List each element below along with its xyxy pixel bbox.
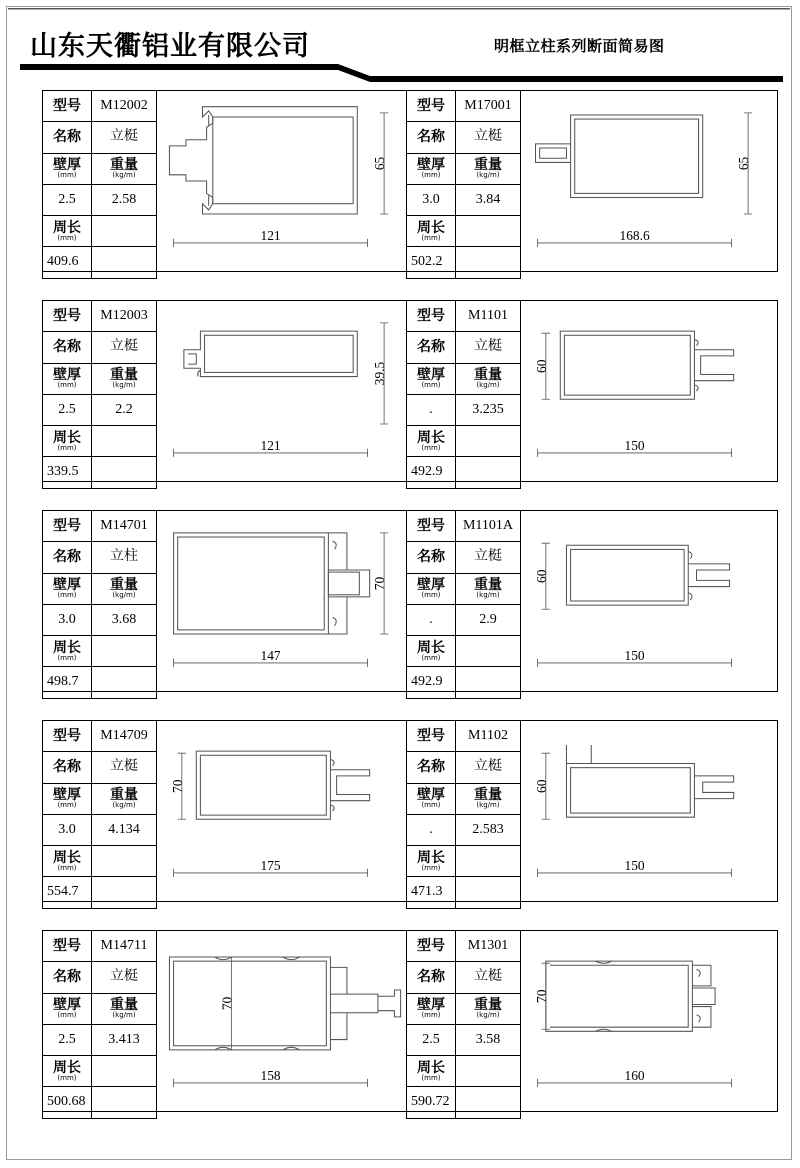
cross-section-drawing — [519, 511, 777, 691]
width-dimension-text: 121 — [260, 437, 281, 453]
weight-value: 2.2 — [92, 394, 157, 425]
name-label: 名称 — [407, 962, 456, 993]
thickness-header: 壁厚 (mm) — [407, 783, 456, 814]
weight-value: 3.68 — [92, 604, 157, 635]
model-label: 型号 — [43, 511, 92, 542]
panel-row — [14, 930, 786, 1140]
cross-section-drawing — [519, 91, 777, 271]
weight-header: 重量 (kg/m) — [456, 363, 521, 394]
table-row — [43, 846, 157, 877]
thickness-header: 壁厚 (mm) — [43, 783, 92, 814]
spec-table — [42, 90, 157, 279]
cross-section-drawing — [155, 91, 413, 271]
table-row — [43, 247, 157, 278]
perimeter-blank-2 — [92, 1087, 157, 1118]
perimeter-header: 周长 (mm) — [43, 636, 92, 667]
table-row — [407, 846, 521, 877]
table-row — [43, 604, 157, 635]
table-row — [43, 301, 157, 332]
height-dimension-text: 70 — [372, 576, 388, 591]
table-row — [407, 667, 521, 698]
weight-header: 重量 (kg/m) — [456, 153, 521, 184]
table-row — [43, 993, 157, 1024]
table-row — [43, 542, 157, 573]
thickness-value: . — [407, 394, 456, 425]
perimeter-blank-2 — [456, 457, 521, 488]
perimeter-header: 周长 (mm) — [43, 426, 92, 457]
table-row — [43, 814, 157, 845]
thickness-header: 壁厚 (mm) — [43, 153, 92, 184]
weight-header: 重量 (kg/m) — [92, 153, 157, 184]
model-label: 型号 — [407, 301, 456, 332]
model-value: M12002 — [92, 91, 157, 122]
name-label: 名称 — [407, 332, 456, 363]
company-name: 山东天衢铝业有限公司 — [30, 31, 310, 62]
perimeter-value: 492.9 — [407, 667, 456, 698]
model-label: 型号 — [407, 931, 456, 962]
model-label: 型号 — [407, 721, 456, 752]
table-row — [43, 426, 157, 457]
perimeter-blank — [92, 636, 157, 667]
height-dimension-text: 60 — [533, 569, 549, 583]
name-value: 立梃 — [92, 962, 157, 993]
thickness-value: 2.5 — [43, 394, 92, 425]
profile-panel-m1301 — [406, 930, 778, 1112]
thickness-header: 壁厚 (mm) — [43, 363, 92, 394]
table-row — [407, 1024, 521, 1055]
cross-section-drawing — [155, 931, 413, 1111]
table-row — [407, 122, 521, 153]
spec-table — [406, 720, 521, 909]
profile-outline — [184, 331, 357, 376]
panel-row — [14, 90, 786, 300]
table-row — [407, 542, 521, 573]
thickness-value: . — [407, 604, 456, 635]
profile-outline — [174, 533, 370, 634]
dimension-annotations — [538, 113, 753, 247]
width-dimension-text: 150 — [624, 647, 645, 663]
name-value: 立梃 — [456, 332, 521, 363]
perimeter-blank-2 — [456, 877, 521, 908]
model-value: M14711 — [92, 931, 157, 962]
perimeter-value: 498.7 — [43, 667, 92, 698]
spec-table — [42, 300, 157, 489]
table-row — [407, 636, 521, 667]
profile-outline — [169, 107, 357, 214]
profile-panel-m17001 — [406, 90, 778, 272]
model-value: M1101 — [456, 301, 521, 332]
document-title: 明框立柱系列断面简易图 — [494, 37, 665, 55]
height-dimension-text: 65 — [736, 156, 752, 171]
width-dimension-text: 150 — [624, 437, 645, 453]
cross-section-drawing — [155, 301, 413, 481]
thickness-value: 2.5 — [407, 1024, 456, 1055]
perimeter-header: 周长 (mm) — [407, 426, 456, 457]
weight-value: 3.413 — [92, 1024, 157, 1055]
profile-outline — [536, 115, 703, 198]
table-row — [43, 962, 157, 993]
height-dimension-text: 70 — [533, 989, 549, 1003]
name-label: 名称 — [43, 752, 92, 783]
perimeter-header: 周长 (mm) — [43, 216, 92, 247]
perimeter-value: 500.68 — [43, 1087, 92, 1118]
perimeter-value: 492.9 — [407, 457, 456, 488]
width-dimension-text: 175 — [260, 857, 281, 873]
table-row — [43, 122, 157, 153]
name-label: 名称 — [407, 542, 456, 573]
spec-table — [42, 510, 157, 699]
spec-table — [42, 930, 157, 1119]
table-row — [43, 91, 157, 122]
table-row — [43, 1087, 157, 1118]
perimeter-blank — [456, 846, 521, 877]
height-dimension-text: 60 — [533, 779, 549, 793]
perimeter-blank-2 — [92, 667, 157, 698]
perimeter-value: 554.7 — [43, 877, 92, 908]
width-dimension-text: 150 — [624, 857, 645, 873]
thickness-header: 壁厚 (mm) — [407, 153, 456, 184]
weight-value: 4.134 — [92, 814, 157, 845]
table-row — [407, 721, 521, 752]
spec-table — [406, 510, 521, 699]
width-dimension-text: 168.6 — [619, 227, 650, 243]
perimeter-blank-2 — [456, 1087, 521, 1118]
table-row — [43, 153, 157, 184]
perimeter-blank — [456, 636, 521, 667]
perimeter-value: 339.5 — [43, 457, 92, 488]
cross-section-drawing — [155, 721, 413, 901]
table-row — [43, 511, 157, 542]
thickness-value: 3.0 — [43, 604, 92, 635]
panel-row — [14, 510, 786, 720]
model-label: 型号 — [407, 511, 456, 542]
perimeter-value: 409.6 — [43, 247, 92, 278]
weight-value: 2.583 — [456, 814, 521, 845]
perimeter-blank — [92, 846, 157, 877]
name-label: 名称 — [43, 542, 92, 573]
name-label: 名称 — [407, 122, 456, 153]
profile-panel-m12003 — [42, 300, 414, 482]
perimeter-header: 周长 (mm) — [407, 216, 456, 247]
weight-value: 2.58 — [92, 184, 157, 215]
cross-section-drawing — [519, 721, 777, 901]
dimension-annotations — [174, 323, 389, 457]
spec-table — [406, 90, 521, 279]
spec-table — [406, 930, 521, 1119]
height-dimension-text: 70 — [219, 996, 235, 1011]
table-row — [43, 573, 157, 604]
table-row — [407, 91, 521, 122]
perimeter-value: 590.72 — [407, 1087, 456, 1118]
name-value: 立梃 — [456, 752, 521, 783]
perimeter-header: 周长 (mm) — [407, 636, 456, 667]
table-row — [407, 153, 521, 184]
table-row — [407, 394, 521, 425]
height-dimension-text: 65 — [372, 156, 388, 171]
table-row — [43, 721, 157, 752]
cross-section-drawing — [519, 931, 777, 1111]
table-row — [43, 752, 157, 783]
dimension-annotations — [174, 957, 368, 1087]
thickness-header: 壁厚 (mm) — [43, 573, 92, 604]
model-value: M14709 — [92, 721, 157, 752]
thickness-value: 2.5 — [43, 1024, 92, 1055]
name-value: 立梃 — [456, 542, 521, 573]
profile-panel-m1101 — [406, 300, 778, 482]
width-dimension-text: 158 — [260, 1067, 281, 1083]
profile-panel-m14701 — [42, 510, 414, 692]
perimeter-header: 周长 (mm) — [43, 1056, 92, 1087]
profile-outline — [566, 745, 733, 817]
table-row — [43, 1056, 157, 1087]
model-label: 型号 — [43, 301, 92, 332]
thickness-header: 壁厚 (mm) — [407, 573, 456, 604]
table-row — [407, 604, 521, 635]
profile-panel-m12002 — [42, 90, 414, 272]
model-value: M1301 — [456, 931, 521, 962]
weight-header: 重量 (kg/m) — [92, 363, 157, 394]
spec-table — [406, 300, 521, 489]
thickness-header: 壁厚 (mm) — [407, 993, 456, 1024]
perimeter-value: 471.3 — [407, 877, 456, 908]
table-row — [407, 783, 521, 814]
dimension-annotations — [534, 753, 732, 877]
model-label: 型号 — [43, 91, 92, 122]
perimeter-header: 周长 (mm) — [43, 846, 92, 877]
weight-header: 重量 (kg/m) — [456, 573, 521, 604]
table-row — [407, 426, 521, 457]
profile-panel-m14709 — [42, 720, 414, 902]
table-row — [407, 962, 521, 993]
weight-value: 3.58 — [456, 1024, 521, 1055]
thickness-header: 壁厚 (mm) — [43, 993, 92, 1024]
table-row — [407, 1056, 521, 1087]
table-row — [43, 1024, 157, 1055]
table-row — [43, 667, 157, 698]
document-header — [8, 8, 790, 82]
model-value: M12003 — [92, 301, 157, 332]
table-row — [407, 457, 521, 488]
table-row — [407, 184, 521, 215]
perimeter-blank-2 — [456, 247, 521, 278]
table-row — [43, 363, 157, 394]
profile-panel-m1102 — [406, 720, 778, 902]
width-dimension-text: 121 — [260, 227, 281, 243]
perimeter-blank-2 — [92, 457, 157, 488]
name-value: 立梃 — [92, 122, 157, 153]
thickness-value: 2.5 — [43, 184, 92, 215]
name-value: 立梃 — [456, 962, 521, 993]
model-value: M1101A — [456, 511, 521, 542]
height-dimension-text: 39.5 — [372, 361, 388, 386]
profile-panel-m1101a — [406, 510, 778, 692]
table-row — [407, 511, 521, 542]
model-label: 型号 — [43, 721, 92, 752]
perimeter-blank — [92, 216, 157, 247]
width-dimension-text: 147 — [260, 647, 281, 663]
width-dimension-text: 160 — [624, 1067, 645, 1083]
table-row — [407, 301, 521, 332]
table-row — [407, 814, 521, 845]
dimension-annotations — [534, 963, 732, 1087]
weight-value: 3.235 — [456, 394, 521, 425]
cross-section-drawing — [519, 301, 777, 481]
dimension-annotations — [174, 113, 389, 247]
model-label: 型号 — [407, 91, 456, 122]
table-row — [407, 931, 521, 962]
profile-outline — [560, 331, 733, 399]
spec-table — [42, 720, 157, 909]
weight-value: 2.9 — [456, 604, 521, 635]
perimeter-blank — [92, 426, 157, 457]
table-row — [407, 877, 521, 908]
weight-value: 3.84 — [456, 184, 521, 215]
table-row — [43, 636, 157, 667]
name-label: 名称 — [407, 752, 456, 783]
model-value: M14701 — [92, 511, 157, 542]
perimeter-header: 周长 (mm) — [407, 846, 456, 877]
cross-section-drawing — [155, 511, 413, 691]
perimeter-header: 周长 (mm) — [407, 1056, 456, 1087]
weight-header: 重量 (kg/m) — [456, 993, 521, 1024]
name-value: 立梃 — [92, 332, 157, 363]
profile-outline — [566, 545, 729, 605]
table-row — [407, 332, 521, 363]
weight-header: 重量 (kg/m) — [456, 783, 521, 814]
table-row — [407, 247, 521, 278]
profile-outline — [169, 957, 400, 1050]
table-row — [407, 363, 521, 394]
profile-panel-m14711 — [42, 930, 414, 1112]
table-row — [407, 573, 521, 604]
thickness-value: 3.0 — [43, 814, 92, 845]
table-row — [43, 931, 157, 962]
name-value: 立柱 — [92, 542, 157, 573]
perimeter-blank-2 — [92, 247, 157, 278]
weight-header: 重量 (kg/m) — [92, 783, 157, 814]
height-dimension-text: 60 — [533, 359, 549, 373]
height-dimension-text: 70 — [169, 779, 185, 793]
table-row — [407, 216, 521, 247]
thickness-header: 壁厚 (mm) — [407, 363, 456, 394]
table-row — [407, 752, 521, 783]
model-value: M17001 — [456, 91, 521, 122]
name-value: 立梃 — [456, 122, 521, 153]
name-label: 名称 — [43, 962, 92, 993]
profile-panel-grid — [14, 90, 786, 1140]
perimeter-blank — [456, 216, 521, 247]
table-row — [407, 1087, 521, 1118]
name-label: 名称 — [43, 332, 92, 363]
thickness-value: . — [407, 814, 456, 845]
table-row — [407, 993, 521, 1024]
table-row — [43, 332, 157, 363]
table-row — [43, 457, 157, 488]
perimeter-blank — [92, 1056, 157, 1087]
table-row — [43, 783, 157, 814]
perimeter-blank — [456, 426, 521, 457]
perimeter-blank-2 — [92, 877, 157, 908]
model-value: M1102 — [456, 721, 521, 752]
model-label: 型号 — [43, 931, 92, 962]
table-row — [43, 394, 157, 425]
dimension-annotations — [174, 533, 389, 667]
name-label: 名称 — [43, 122, 92, 153]
table-row — [43, 184, 157, 215]
table-row — [43, 216, 157, 247]
weight-header: 重量 (kg/m) — [92, 573, 157, 604]
profile-outline — [196, 751, 369, 819]
table-row — [43, 877, 157, 908]
panel-row — [14, 300, 786, 510]
perimeter-blank — [456, 1056, 521, 1087]
profile-outline — [546, 961, 715, 1031]
panel-row — [14, 720, 786, 930]
perimeter-value: 502.2 — [407, 247, 456, 278]
perimeter-blank-2 — [456, 667, 521, 698]
name-value: 立梃 — [92, 752, 157, 783]
thickness-value: 3.0 — [407, 184, 456, 215]
weight-header: 重量 (kg/m) — [92, 993, 157, 1024]
